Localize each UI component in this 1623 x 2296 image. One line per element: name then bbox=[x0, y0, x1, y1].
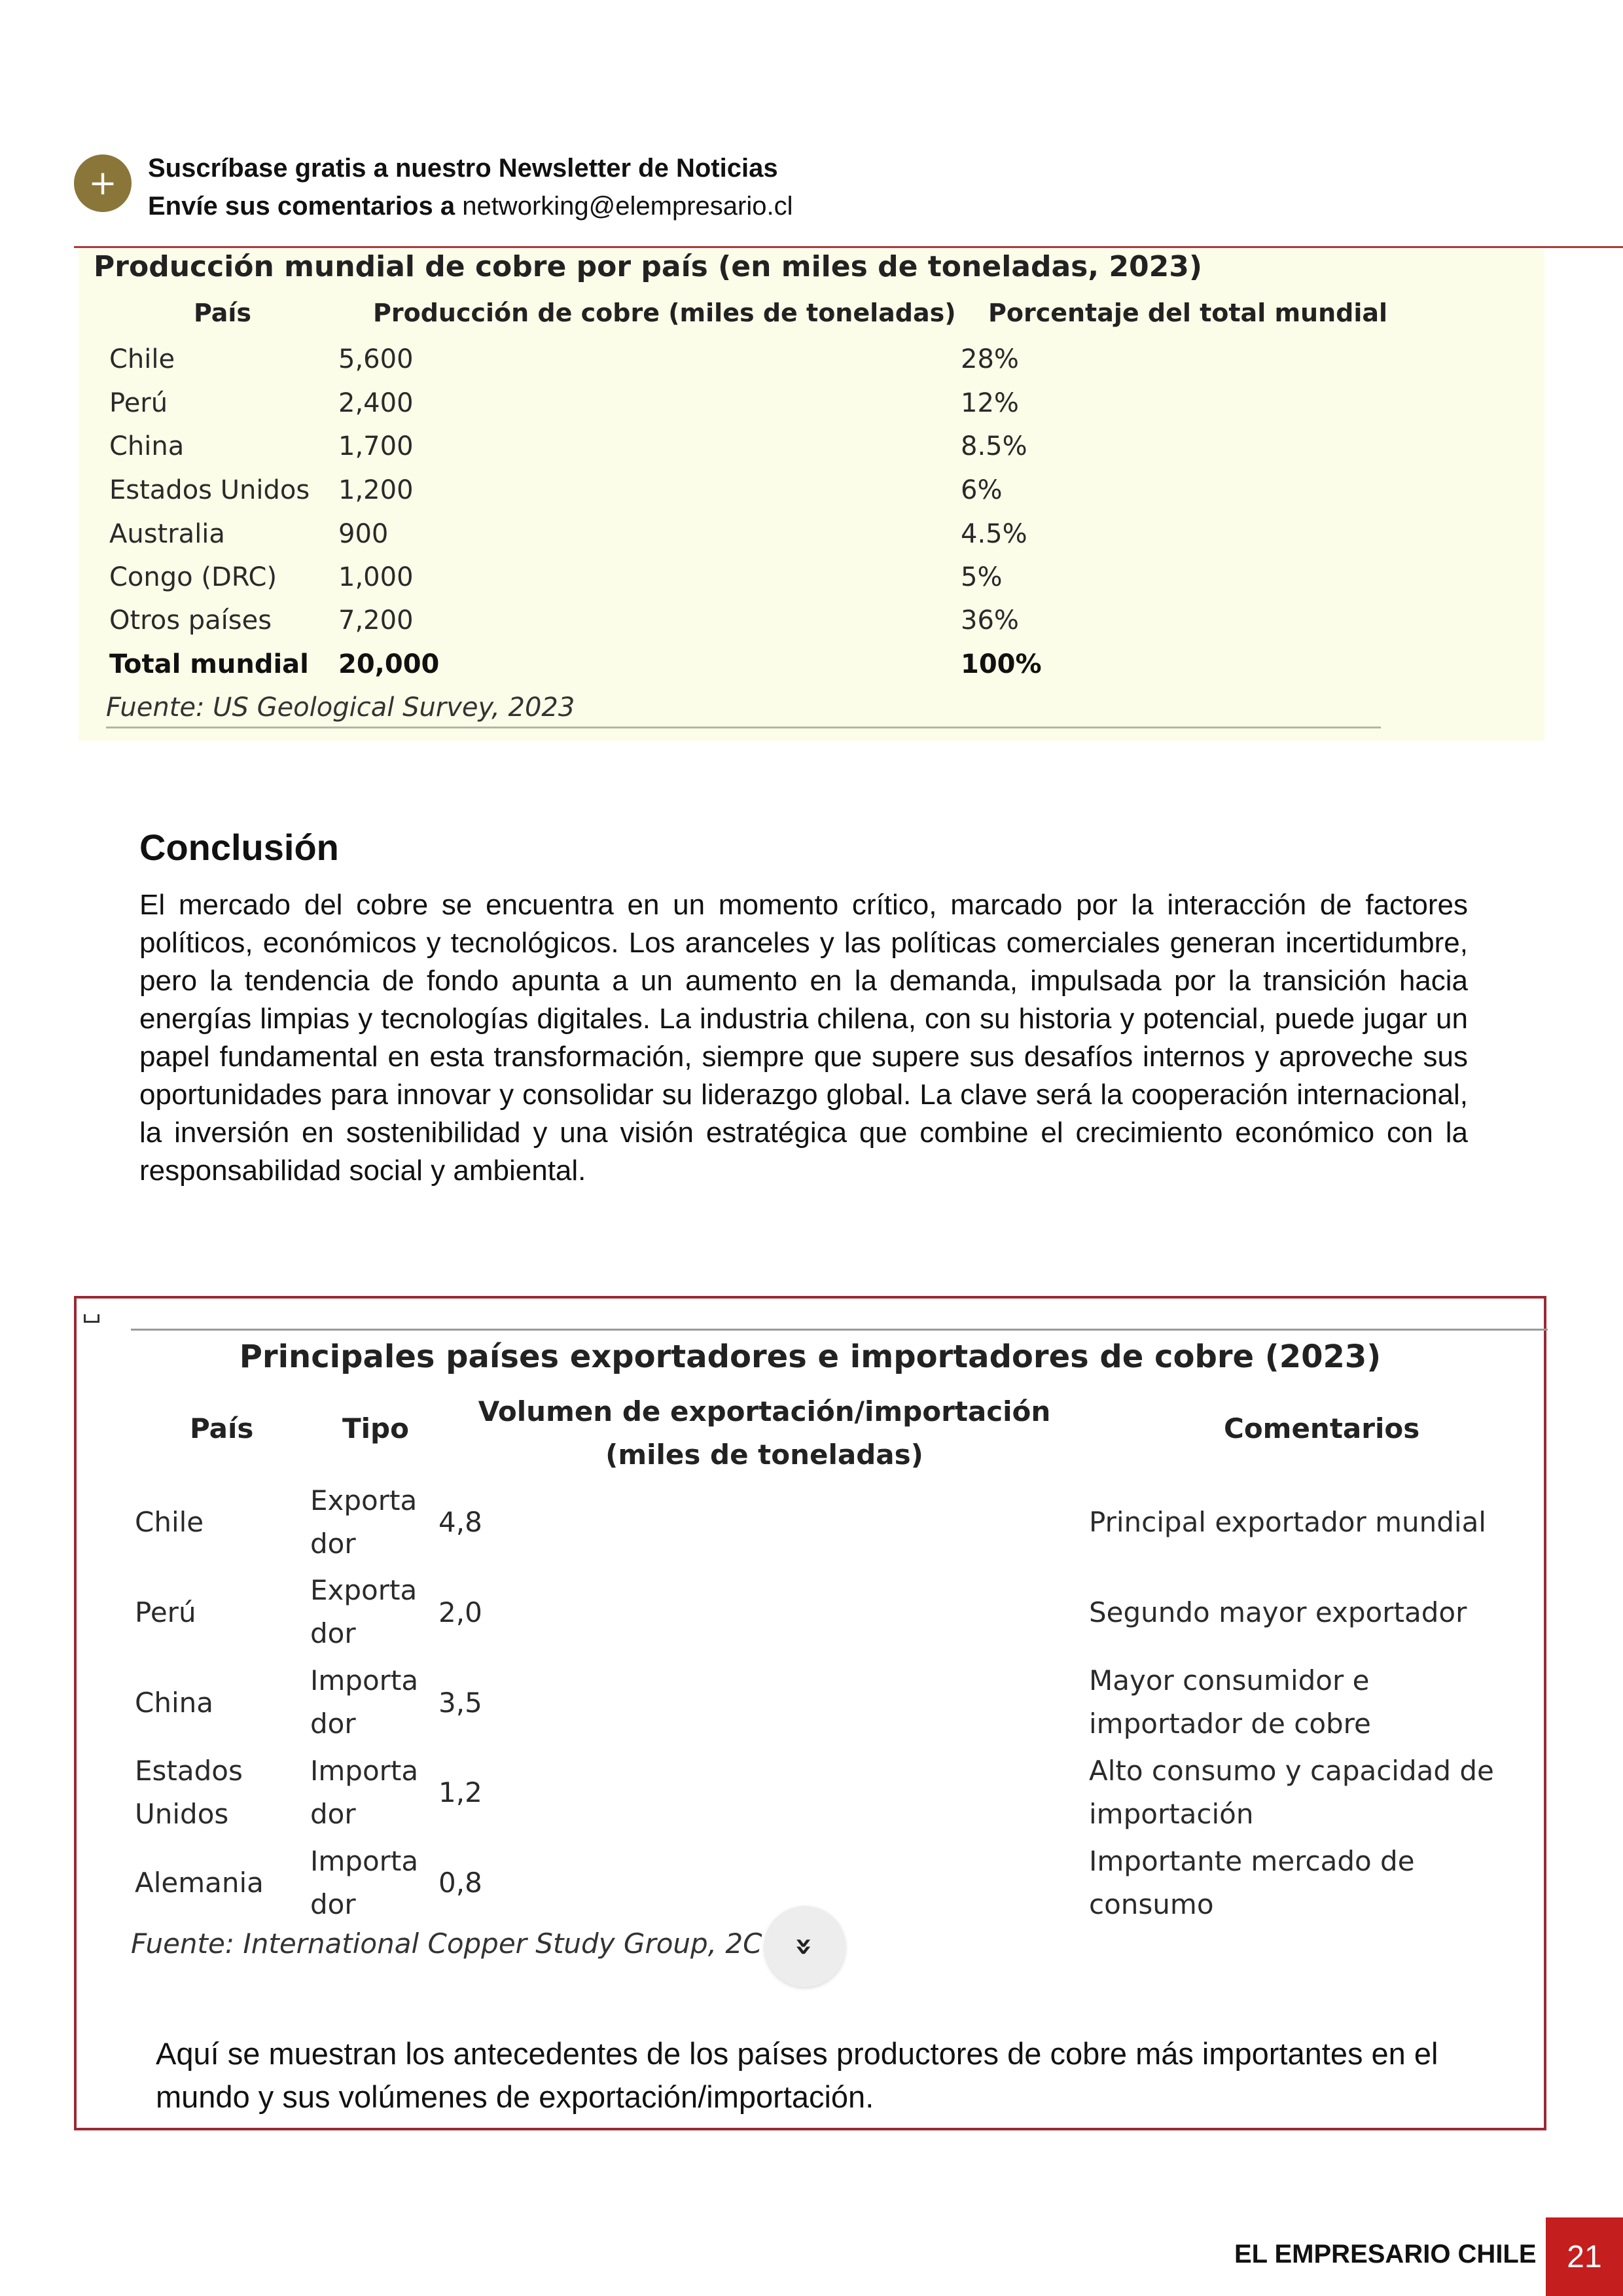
country-cell: Otros países bbox=[109, 605, 272, 636]
total-row bbox=[0, 649, 1571, 692]
percentage-cell: 6% bbox=[961, 475, 1003, 505]
column-header: Comentarios bbox=[1224, 1412, 1420, 1444]
volume-cell: 1,2 bbox=[438, 1776, 482, 1808]
percentage-cell: 5% bbox=[961, 562, 1003, 592]
percentage-cell: 8.5% bbox=[961, 431, 1027, 461]
production-cell: 7,200 bbox=[338, 605, 414, 636]
page-number: 21 bbox=[1546, 2217, 1623, 2296]
country-cell: Chile bbox=[109, 344, 175, 374]
country-cell: Perú bbox=[109, 388, 168, 418]
production-table-source: Fuente: US Geological Survey, 2023 bbox=[106, 692, 575, 723]
percentage-cell: 28% bbox=[961, 344, 1019, 374]
production-cell: 1,700 bbox=[338, 431, 414, 461]
production-cell: 1,000 bbox=[338, 562, 414, 592]
newsletter-line: Suscríbase gratis a nuestro Newsletter de Noticias bbox=[148, 154, 778, 183]
production-cell: 900 bbox=[338, 519, 389, 549]
table-row bbox=[0, 431, 1571, 475]
trade-table-caption: Aquí se muestran los antecedentes de los países productores de cobre más importantes en el mundo y sus volúmenes de exportación/importación. bbox=[156, 2036, 1438, 2114]
production-table-rule bbox=[106, 726, 1381, 728]
country-cell: Congo (DRC) bbox=[109, 562, 277, 592]
table-row bbox=[0, 475, 1571, 518]
percentage-cell: 12% bbox=[961, 388, 1019, 418]
chevron-down-icon[interactable] bbox=[764, 1906, 846, 1987]
production-cell: 1,200 bbox=[338, 475, 414, 505]
volume-cell: 3,5 bbox=[438, 1687, 482, 1719]
country-cell: Perú bbox=[135, 1596, 196, 1628]
newsletter-block bbox=[148, 149, 793, 225]
country-cell: Chile bbox=[135, 1506, 204, 1538]
comments-prefix: Envíe sus comentarios a bbox=[148, 192, 463, 221]
column-header: País bbox=[193, 298, 252, 327]
country-cell: Estados Unidos bbox=[109, 475, 310, 505]
trade-table-rule bbox=[131, 1329, 1548, 1331]
volume-cell: 0,8 bbox=[438, 1867, 482, 1899]
conclusion-paragraph: El mercado del cobre se encuentra en un momento crítico, marcado por la interacción de factores políticos, económicos y tecnológicos. Los aranceles y las políticas comerciales generan incertidumbre, pero la tendencia de fondo apunta a un aumento en la demanda, impulsada por la transición hacia energías limpias y tecnologías digitales. La industria chilena, con su historia y potencial, puede jugar un papel fundamental en esta transformación, siempre que supere sus desafíos internos y aproveche sus oportunidades para innovar y consolidar su liderazgo global. La clave será la cooperación internacional, la inversión en sostenibilidad y una visión estratégica que combine el crecimiento económico con la responsabilidad social y ambiental. bbox=[139, 889, 1468, 1187]
total-label: Total mundial bbox=[109, 649, 309, 679]
email-link[interactable]: networking@elempresario.cl bbox=[462, 192, 793, 221]
type-cell: Importa dor bbox=[310, 1664, 419, 1740]
column-header: País bbox=[190, 1412, 254, 1444]
table-row bbox=[0, 605, 1571, 649]
column-header: Porcentaje del total mundial bbox=[988, 298, 1388, 327]
trade-table-source: Fuente: International Copper Study Group, 2C bbox=[131, 1928, 762, 1960]
type-cell: Exporta dor bbox=[310, 1574, 418, 1649]
total-percentage: 100% bbox=[961, 649, 1042, 679]
country-cell: China bbox=[135, 1687, 213, 1719]
column-header: Tipo bbox=[342, 1412, 409, 1444]
header-divider bbox=[74, 246, 1623, 248]
total-production: 20,000 bbox=[338, 649, 440, 679]
country-cell: Estados Unidos bbox=[135, 1755, 243, 1830]
comment-cell: Mayor consumidor e importador de cobre bbox=[1089, 1664, 1371, 1740]
comment-cell: Alto consumo y capacidad de importación bbox=[1089, 1755, 1494, 1830]
publication-name: EL EMPRESARIO CHILE bbox=[1234, 2240, 1537, 2269]
column-header: Producción de cobre (miles de toneladas) bbox=[373, 298, 956, 327]
comment-cell: Importante mercado de consumo bbox=[1089, 1845, 1415, 1920]
type-cell: Importa dor bbox=[310, 1845, 419, 1920]
column-header: Volumen de exportación/importación (miles de toneladas) bbox=[478, 1395, 1051, 1471]
type-cell: Importa dor bbox=[310, 1755, 419, 1830]
production-cell: 2,400 bbox=[338, 388, 414, 418]
production-table-header bbox=[0, 298, 1571, 342]
production-cell: 5,600 bbox=[338, 344, 414, 374]
expand-glyph: » bbox=[787, 1937, 823, 1956]
country-cell: China bbox=[109, 431, 185, 461]
comment-cell: Segundo mayor exportador bbox=[1089, 1596, 1467, 1628]
table-row bbox=[0, 388, 1571, 431]
country-cell: Australia bbox=[109, 519, 225, 549]
percentage-cell: 4.5% bbox=[961, 519, 1027, 549]
volume-cell: 4,8 bbox=[438, 1506, 482, 1538]
type-cell: Exporta dor bbox=[310, 1484, 418, 1560]
comment-cell: Principal exportador mundial bbox=[1089, 1506, 1486, 1538]
conclusion-heading: Conclusión bbox=[139, 827, 339, 868]
comments-line bbox=[148, 187, 793, 225]
plus-icon[interactable]: + bbox=[74, 154, 132, 212]
bracket-icon bbox=[84, 1314, 99, 1323]
percentage-cell: 36% bbox=[961, 605, 1019, 636]
trade-table-title: Principales países exportadores e importadores de cobre (2023) bbox=[239, 1338, 1382, 1375]
table-row bbox=[0, 344, 1571, 387]
table-row bbox=[0, 519, 1571, 562]
production-table-title: Producción mundial de cobre por país (en miles de toneladas, 2023) bbox=[94, 250, 1202, 283]
table-row bbox=[0, 562, 1571, 605]
volume-cell: 2,0 bbox=[438, 1596, 482, 1628]
country-cell: Alemania bbox=[135, 1867, 264, 1899]
